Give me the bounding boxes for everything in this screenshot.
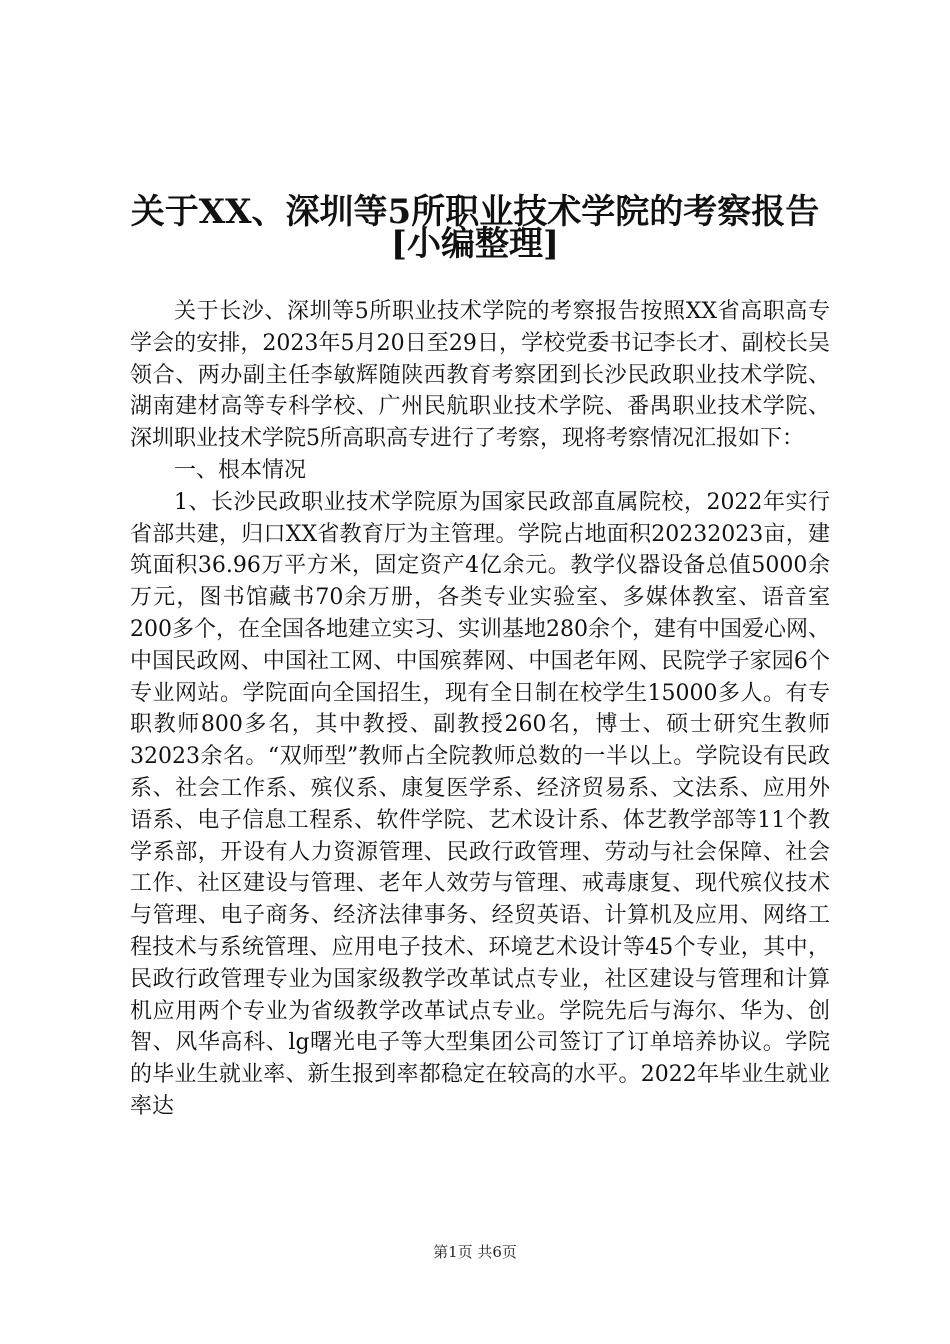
document-title-line-1: 关于XX、深圳等5所职业技术学院的考察报告 bbox=[130, 192, 820, 232]
page-footer: 第1页 共6页 bbox=[433, 1243, 517, 1261]
paragraph-intro: 关于长沙、深圳等5所职业技术学院的考察报告按照XX省高职高专学会的安排，2023年5月20日至29日，学校党委书记李长才、副校长吴领合、两办副主任李敏辉随陕西教育考察团到长沙民政职业技术学院、湖南建材高等专科学校、广州民航职业技术学院、番禺职业技术学院、深圳职业技术学院5所高职高专进行了考察，现将考察情况汇报如下： bbox=[130, 299, 830, 452]
document-body bbox=[130, 296, 830, 1123]
section-heading: 一、根本情况 bbox=[174, 457, 307, 483]
paragraph-changsha: 1、长沙民政职业技术学院原为国家民政部直属院校，2022年实行省部共建，归口XX省教育厅为主管理。学院占地面积20232023亩，建筑面积36.96万平方米，固定资产4亿余元。教学仪器设备总值5000余万元，图书馆藏书70余万册，各类专业实验室、多媒体教室、语音室200多个，在全国各地建立实习、实训基地280余个，建有中国爱心网、中国民政网、中国社工网、中国殡葬网、中国老年网、民院学子家园6个专业网站。学院面向全国招生，现有全日制在校学生15000多人。有专职教师800多名，其中教授、副教授260名，博士、硕士研究生教师32023余名。“双师型”教师占全院教师总数的一半以上。学院设有民政系、社会工作系、殡仪系、康复医学系、经济贸易系、文法系、应用外语系、电子信息工程系、软件学院、艺术设计系、体艺教学部等11个教学系部，开设有人力资源管理、民政行政管理、劳动与社会保障、社会工作、社区建设与管理、老年人效劳与管理、戒毒康复、现代殡仪技术与管理、电子商务、经济法律事务、经贸英语、计算机及应用、网络工程技术与系统管理、应用电子技术、环境艺术设计等45个专业，其中，民政行政管理专业为国家级教学改革试点专业，社区建设与管理和计算机应用两个专业为省级教学改革试点专业。学院先后与海尔、华为、创智、风华高科、lg曙光电子等大型集团公司签订了订单培养协议。学院的毕业生就业率、新生报到率都稳定在较高的水平。2022年毕业生就业率达 bbox=[130, 489, 830, 1119]
document-title-line-2: [小编整理] bbox=[390, 224, 560, 264]
